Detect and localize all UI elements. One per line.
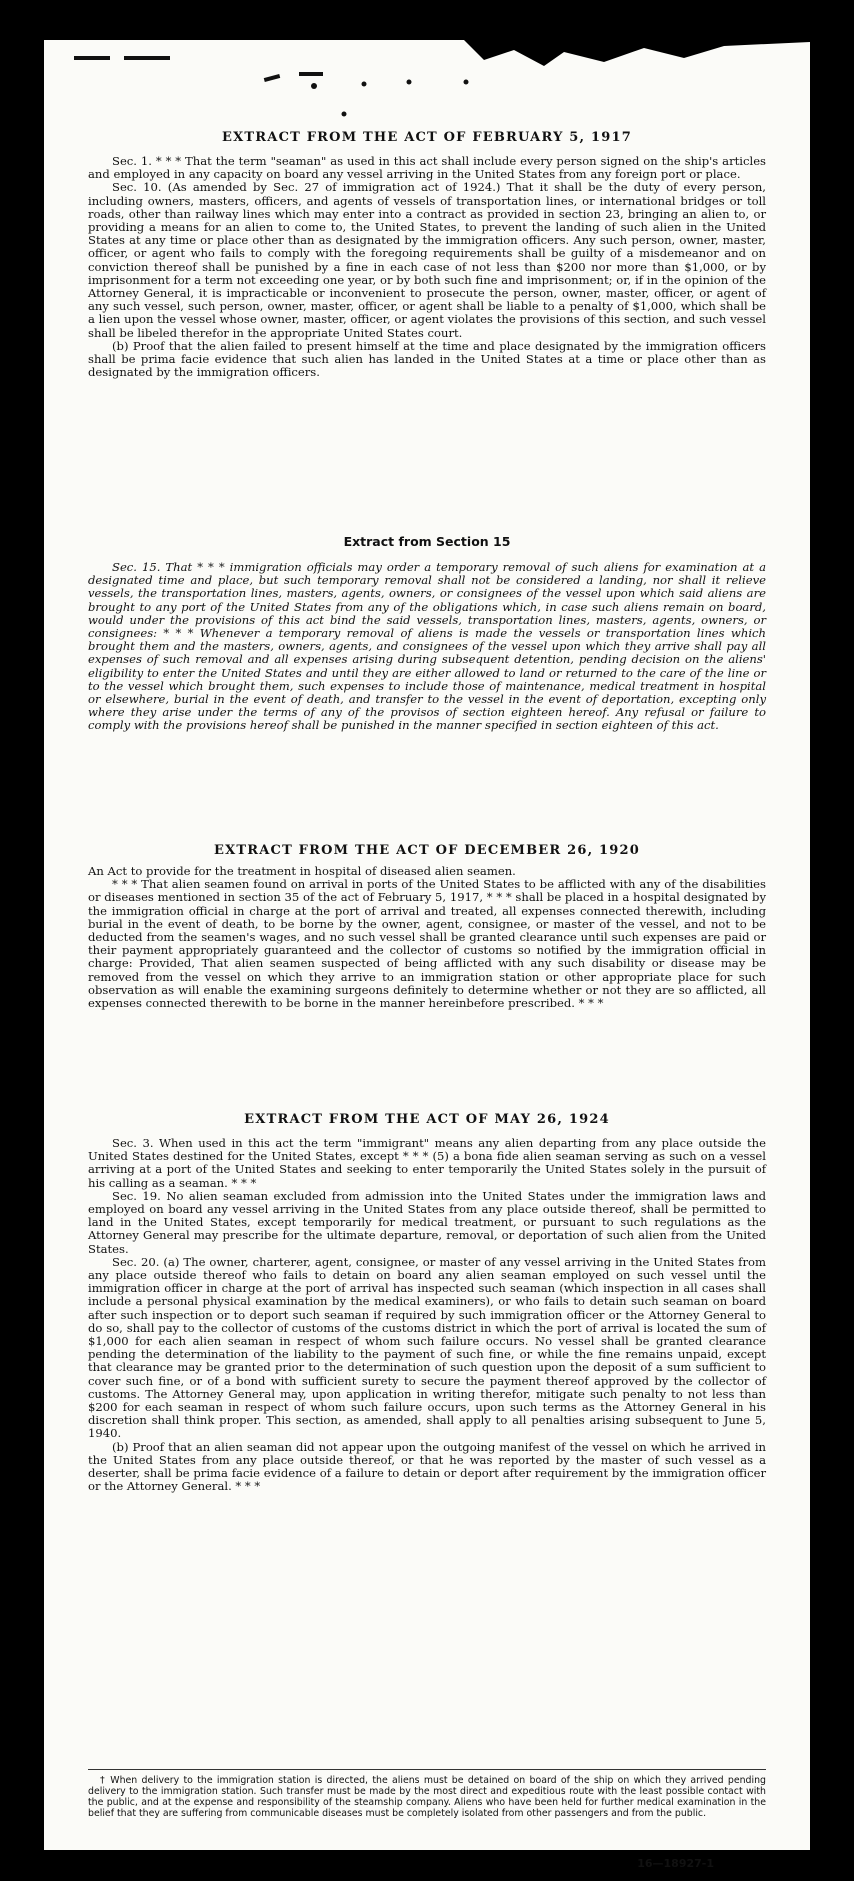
footnote <box>88 1769 766 1819</box>
heading-act-1920: EXTRACT FROM THE ACT OF DECEMBER 26, 1920 <box>213 843 641 858</box>
text-block-1920 <box>88 865 766 1010</box>
paragraph-sec-10-b: (b) Proof that the alien failed to present himself at the time and place designated by the immigration officers shall be prima facie evidence that such alien has landed in the United States at a time or place other than as designated by the immigration officers. <box>88 338 766 380</box>
heading-act-1917: EXTRACT FROM THE ACT OF FEBRUARY 5, 1917 <box>222 130 632 145</box>
text-block-1917 <box>88 155 766 379</box>
heading-act-1924: EXTRACT FROM THE ACT OF MAY 26, 1924 <box>244 1112 610 1127</box>
paragraph-sec-10: Sec. 10. (As amended by Sec. 27 of immigration act of 1924.) That it shall be the duty of every person, including owners, masters, officers, and agents of vessels of transportation lines, or international bridges or toll roads, other than railway lines which may enter into a contract as provided in section 23, bringing an alien to, or providing a means for an alien to come to, the United States, to prevent the landing of such alien in the United States at any time or place other than as designated by the immigration officers. Any such person, owner, master, officer, or agent who fails to comply with the foregoing requirements shall be guilty of a misdemeanor and on conviction thereof shall be punished by a fine in each case of not less than $200 nor more than $1,000, or by imprisonment for a term not exceeding one year, or by both such fine and imprisonment; or, if in the opinion of the Attorney General, it is impracticable or inconvenient to prosecute the person, owner, master, officer, or agent of any such vessel, such person, owner, master, officer, or agent shall be liable to a penalty of $1,000, which shall be a lien upon the vessel whose owner, master, officer, or agent violates the provisions of this section, and such vessel shall be libeled therefor in the appropriate United States court. <box>88 180 766 340</box>
paragraph-1920-body: * * * That alien seamen found on arrival in ports of the United States to be afflicted with any of the disabilities or diseases mentioned in section 35 of the act of February 5, 1917, * * * shall be placed in a hospital designated by the immigration official in charge at the port of arrival and treated, all expenses connected therewith, including burial in the event of death, to be borne by the owner, agent, consignee, or master of the vessel, and not to be deducted from the seamen's wages, and no such vessel shall be granted clearance until such expenses are paid or their payment appropriately guaranteed and the collector of customs so notified by the immigration official in charge: Provided, That alien seamen suspected of being afflicted with any such disability or disease may be removed from the vessel on which they arrive to an immigration station or other appropriate place for such observation as will enable the examining surgeons definitely to determine whether or not they are so afflicted, all expenses connected therewith to be borne in the manner hereinbefore prescribed. * * * <box>88 877 766 1011</box>
scan-damage-marks <box>44 40 810 130</box>
paragraph-sec-20-b: (b) Proof that an alien seaman did not appear upon the outgoing manifest of the vessel on which he arrived in the United States from any place outside thereof, or that he was reported by the master of such vessel as a deserter, shall be prima facie evidence of a failure to detain or deport after requirement by the immigration officer or the Attorney General. * * * <box>88 1439 766 1494</box>
form-number: 16—18927-1 <box>637 1857 714 1870</box>
paragraph-act-title-1920: An Act to provide for the treatment in hospital of diseased alien seamen. <box>88 864 516 878</box>
paragraph-sec-19: Sec. 19. No alien seaman excluded from admission into the United States under the immigration laws and employed on board any vessel arriving in the United States from any place outside thereof, shall be permitted to land in the United States, except temporarily for medical treatment, or pursuant to such regulations as the Attorney General may prescribe for the ultimate departure, removal, or deportation of such alien from the United States. <box>88 1188 766 1256</box>
paragraph-sec-3: Sec. 3. When used in this act the term "immigrant" means any alien departing from any place outside the United States destined for the United States, except * * * (5) a bona fide alien seaman serving as such on a vessel arriving at a port of the United States and seeking to enter temporarily the United States solely in the pursuit of his calling as a seaman. * * * <box>88 1136 766 1190</box>
paragraph-sec-15: Sec. 15. That * * * immigration officials may order a temporary removal of such aliens for examination at a designated time and place, but such temporary removal shall not be considered a landing, nor shall it relieve vessels, the transportation lines, masters, agents, owners, or consignees of the vessel upon which said aliens are brought to any port of the United States from any of the obligations which, in case such aliens remain on board, would under the provisions of this act bind the said vessels, transportation lines, masters, agents, owners, or consignees: * * * Whenever a temporary removal of aliens is made the vessels or transportation lines which brought them and the masters, owners, agents, and consignees of the vessel upon which they arrive shall pay all expenses of such removal and all expenses arising during subsequent detention, pending decision on the aliens' eligibility to enter the United States and until they are either allowed to land or returned to the care of the line or to the vessel which brought them, such expenses to include those of maintenance, medical treatment in hospital or elsewhere, burial in the event of death, and transfer to the vessel in the event of deportation, excepting only where they arise under the terms of any of the provisos of section eighteen hereof. Any refusal or failure to comply with the provisions hereof shall be punished in the manner specified in section eighteen of this act. <box>88 560 766 733</box>
paragraph-sec-20-a: Sec. 20. (a) The owner, charterer, agent, consignee, or master of any vessel arriving in the United States from any place outside thereof who fails to detain on board any alien seaman employed on such vessel until the immigration officer in charge at the port of arrival has inspected such seaman (which inspection in all cases shall include a personal physical examination by the medical examiners), or who fails to detain such seaman on board after such inspection or to deport such seaman if required by such immigration officer or the Attorney General to do so, shall pay to the collector of customs of the customs district in which the port of arrival is located the sum of $1,000 for each alien seaman in respect of whom such failure occurs. No vessel shall be granted clearance pending the determination of the liability to the payment of such fine, or while the fine remains unpaid, except that clearance may be granted prior to the determination of such question upon the deposit of a sum sufficient to cover such fine, or of a bond with sufficient surety to secure the payment thereof approved by the collector of customs. The Attorney General may, upon application in writing therefor, mitigate such penalty to not less than $200 for each seaman in respect of whom such failure occurs, upon such terms as the Attorney General in his discretion shall think proper. This section, as amended, shall apply to all penalties arising subsequent to June 5, 1940. <box>88 1254 766 1441</box>
heading-section-15: Extract from Section 15 <box>343 534 511 549</box>
text-block-section-15 <box>88 561 766 733</box>
text-block-1924 <box>88 1137 766 1493</box>
paragraph-sec-1: Sec. 1. * * * That the term "seaman" as used in this act shall include every person signed on the ship's articles and employed in any capacity on board any vessel arriving in the United States from any foreign port or place. <box>88 154 766 182</box>
footnote-text: † When delivery to the immigration station is directed, the aliens must be detained on board of the ship on which they arrived pending delivery to the immigration station. Such transfer must be made by the most direct and expeditious route with the least possible contact with the public, and at the expense and responsibility of the steamship company. Aliens who have been held for further medical examination in the belief that they are suffering from communicable diseases must be completely isolated from other passengers and from the public. <box>88 1775 766 1819</box>
document-page <box>44 40 810 1870</box>
